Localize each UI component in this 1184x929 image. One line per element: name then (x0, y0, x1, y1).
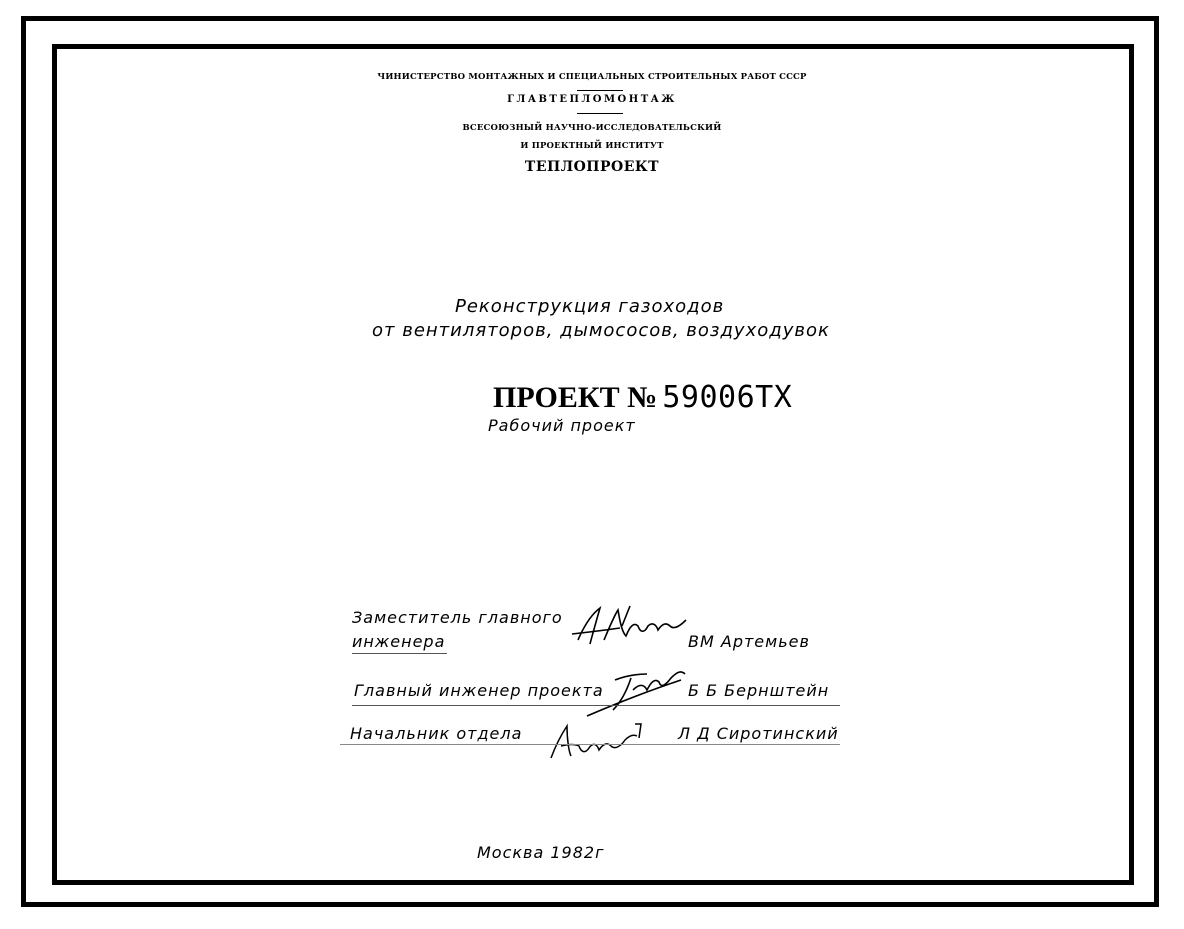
ministry-name: ЧИНИСТЕРСТВО МОНТАЖНЫХ И СПЕЦИАЛЬНЫХ СТРОИТЕЛЬНЫХ РАБОТ СССР (377, 72, 807, 82)
institute-line-1: ВСЕСОЮЗНЫЙ НАУЧНО-ИССЛЕДОВАТЕЛЬСКИЙ (462, 123, 722, 133)
signatory-2-underline (352, 705, 840, 706)
institute-name: ТЕПЛОПРОЕКТ (524, 159, 660, 175)
institute-line-2: И ПРОЕКТНЫЙ ИНСТИТУТ (520, 141, 664, 151)
project-heading (493, 380, 792, 415)
header-rule-top (577, 90, 623, 91)
title-line-1: Реконструкция газоходов (455, 296, 725, 317)
signature-2-icon (585, 660, 695, 720)
project-stage: Рабочий проект (488, 416, 636, 435)
signatory-2-name: Б Б Бернштейн (688, 681, 830, 700)
project-number: 59006ТХ (662, 380, 793, 415)
signatory-1-role-line-2: инженера (352, 632, 446, 651)
glavteplomontazh: ГЛАВТЕПЛОМОНТАЖ (507, 94, 677, 105)
signature-3-icon (545, 716, 655, 766)
project-label: ПРОЕКТ № (493, 381, 658, 414)
signatory-1-role-line-1: Заместитель главного (352, 608, 563, 627)
signatory-1-name: ВМ Артемьев (688, 632, 810, 651)
signatory-1-role-underline (352, 653, 447, 654)
signatory-2-role: Главный инженер проекта (354, 681, 604, 700)
signatory-3-role: Начальник отдела (350, 724, 523, 743)
signatory-3-name: Л Д Сиротинский (678, 724, 839, 743)
title-line-2: от вентиляторов, дымососов, воздуходувок (372, 320, 830, 341)
city-year: Москва 1982г (477, 843, 605, 862)
signatory-3-underline (340, 744, 840, 745)
header-rule-bottom (577, 113, 623, 114)
